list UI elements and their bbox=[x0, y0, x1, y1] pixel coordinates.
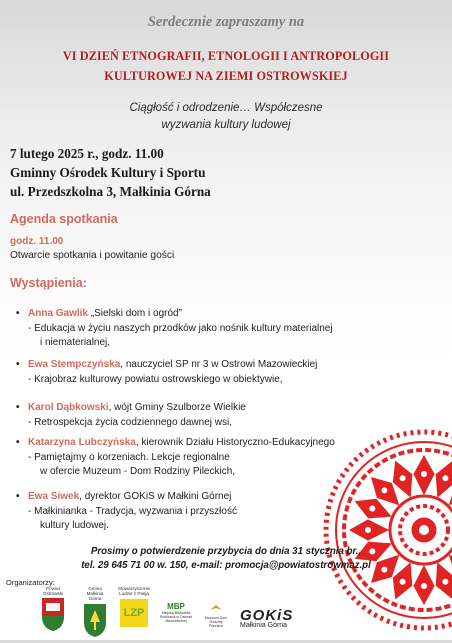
powiat-logo bbox=[38, 586, 68, 637]
logo-caption: Miejska Biblioteka Publiczna w Ostrowi Mazowieckiej bbox=[159, 611, 193, 623]
rsvp-line-1: Prosimy o potwierdzenie przybycia do dnia 31 stycznia br., bbox=[90, 546, 362, 557]
speaker-role: , nauczyciel SP nr 3 w Ostrowi Mazowieckiej bbox=[120, 359, 318, 370]
speaker-role: , kierownik Działu Historyczno-Edukacyjnego bbox=[135, 437, 335, 448]
gokis-logo bbox=[240, 607, 320, 629]
event-date: 7 lutego 2025 r., godz. 11.00 bbox=[10, 146, 164, 161]
talk-topic: - Pamiętajmy o korzeniach. Lekcje regionalne bbox=[28, 451, 230, 463]
mbp-mark: MBP bbox=[167, 602, 185, 611]
talk-item bbox=[16, 436, 452, 480]
event-address: ul. Przedszkolna 3, Małkinia Górna bbox=[10, 184, 211, 199]
talks-heading: Wystąpienia: bbox=[10, 276, 87, 290]
talk-topic-continued: w ofercie Muzeum - Dom Rodziny Pileckich, bbox=[40, 466, 236, 477]
talk-topic: - Edukacja w życiu naszych przodków jako nośnik kultury materialnej bbox=[28, 322, 333, 334]
talk-item bbox=[16, 401, 452, 430]
talk-item bbox=[16, 490, 452, 534]
speaker-name: Ewa Siwek bbox=[28, 491, 80, 502]
lzp-logo bbox=[116, 586, 152, 627]
coat-of-arms-icon bbox=[80, 602, 110, 638]
event-subtitle-line-2: wyzwania kultury ludowej bbox=[161, 119, 291, 131]
bullet-icon: • bbox=[16, 308, 20, 319]
speaker-name: Anna Gawlik bbox=[28, 308, 89, 319]
talk-topic: - Małkinianka - Tradycja, wyzwania i przyszłość bbox=[28, 505, 237, 517]
coat-of-arms-icon bbox=[38, 596, 68, 632]
logo-caption: Stowarzyszenie Ludzie z Pasją bbox=[117, 586, 151, 597]
bullet-icon: • bbox=[16, 359, 20, 370]
logo-caption: Muzeum Dom Rodziny Pileckich bbox=[204, 616, 228, 628]
bullet-icon: • bbox=[16, 491, 20, 502]
speaker-role: „Sielski dom i ogród” bbox=[88, 308, 182, 319]
invitation-line: Serdecznie zapraszamy na bbox=[147, 14, 305, 30]
event-title-line-2: KULTUROWEJ NA ZIEMI OSTROWSKIEJ bbox=[104, 69, 348, 83]
talk-item bbox=[16, 307, 452, 351]
bullet-icon: • bbox=[16, 402, 20, 413]
muzeum-logo bbox=[202, 602, 230, 628]
speaker-role: , dyrektor GOKiS w Małkini Górnej bbox=[79, 491, 232, 502]
talk-topic-continued: kultury ludowej. bbox=[40, 520, 109, 531]
agenda-time: godz. 11.00 bbox=[10, 236, 64, 247]
speaker-name: Karol Dąbkowski bbox=[28, 402, 109, 413]
talk-topic: - Retrospekcja życia codziennego dawnej wsi, bbox=[28, 416, 232, 428]
lzp-mark: LZP bbox=[120, 599, 148, 627]
agenda-heading: Agenda spotkania bbox=[10, 212, 118, 226]
speaker-name: Ewa Stempczyńska bbox=[28, 359, 121, 370]
talk-item bbox=[16, 358, 452, 387]
bullet-icon: • bbox=[16, 437, 20, 448]
talk-topic: - Krajobraz kulturowy powiatu ostrowskiego w obiektywie, bbox=[28, 373, 283, 385]
event-subtitle-line-1: Ciągłość i odrodzenie… Współczesne bbox=[129, 102, 323, 114]
logo-caption: Gmina Małkinia Górna bbox=[86, 586, 104, 602]
logo-caption: Małkinia Górna bbox=[240, 622, 288, 629]
gmina-logo bbox=[80, 586, 110, 643]
bird-icon bbox=[209, 602, 223, 616]
organizers-label: Organizatorzy: bbox=[6, 578, 55, 587]
rsvp-line-2: tel. 29 645 71 00 w. 150, e-mail: promocja@powiatostrowmaz.pl bbox=[81, 560, 371, 571]
agenda-opening: Otwarcie spotkania i powitanie gości bbox=[10, 250, 175, 261]
speaker-role: , wójt Gminy Szulborze Wielkie bbox=[108, 402, 246, 413]
event-title-line-1: VI DZIEŃ ETNOGRAFII, ETNOLOGII I ANTROPOLOGII bbox=[62, 49, 390, 63]
gokis-mark: GOKiS bbox=[240, 607, 294, 624]
logo-caption: Powiat Ostrowski bbox=[42, 586, 64, 597]
speaker-name: Katarzyna Lubczyńska bbox=[28, 437, 136, 448]
talk-topic-continued: i niematerialnej, bbox=[40, 337, 111, 348]
mbp-logo bbox=[156, 602, 196, 623]
rosette-hole bbox=[421, 583, 427, 589]
event-venue: Gminny Ośrodek Kultury i Sportu bbox=[10, 165, 206, 180]
